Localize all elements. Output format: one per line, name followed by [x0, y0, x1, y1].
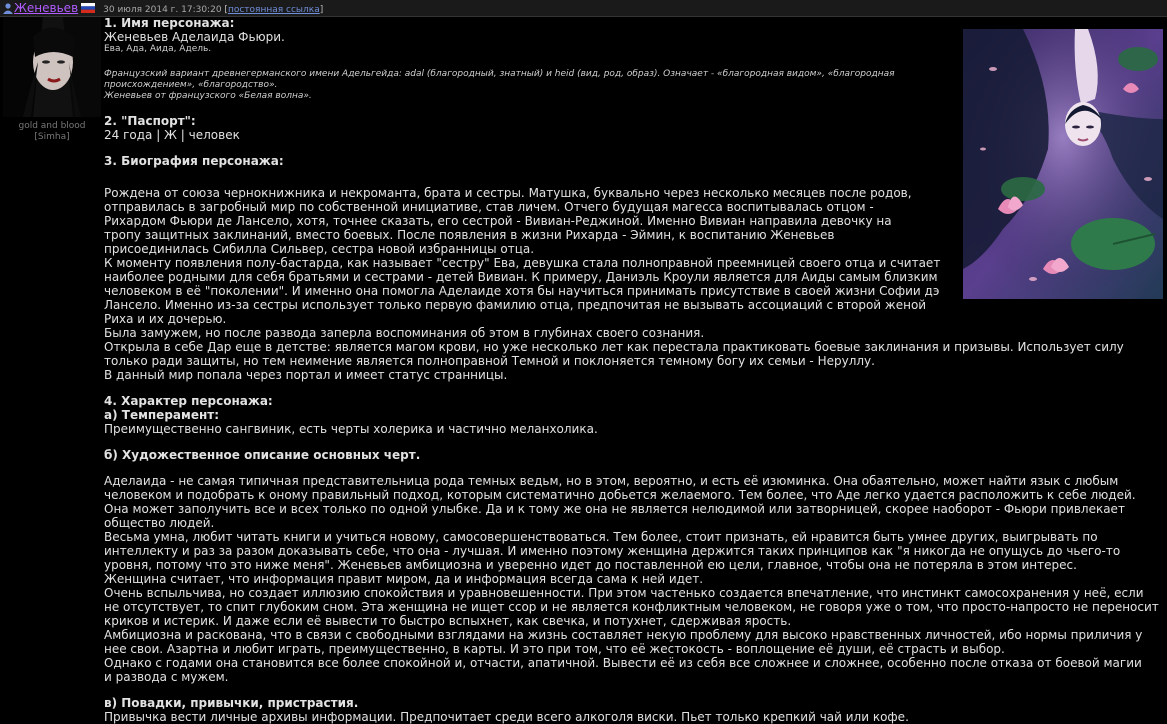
- temperament-title: а) Темперамент:: [104, 408, 220, 422]
- avatar[interactable]: [3, 17, 101, 117]
- signature: [3, 121, 101, 143]
- username-link[interactable]: Женевьев: [14, 1, 79, 15]
- traits-title: б) Художественное описание основных черт.: [104, 448, 421, 462]
- post-content: [104, 16, 1164, 724]
- signature-line-2: [Simha]: [34, 132, 70, 142]
- traits-paragraph: Аделаида - не самая типичная представительница рода темных ведьм, но в этом, вероятно, и есть её изюминка. Она обаятельно, может найти язык с любым человеком и подобрать к оному правильный подход, которым систематично добьется желаемого. Тем более, что Аде легко удается расположить к себе людей. Она может заполучить все и всех только по одной улыбке. Да и к тому же она не является нелюдимой или затворницей, скорее наоборот - Фьюри привлекает общество людей.: [104, 474, 1136, 530]
- passport-value: 24 года | Ж | человек: [104, 128, 240, 142]
- biography-paragraph: В данный мир попала через портал и имеет статус странницы.: [104, 368, 508, 382]
- name-origin-note: Французский вариант древнегерманского имени Адельгейда: adal (благородный, знатный) и heid (вид, род, образ). Означает - «благородная видом», «благородная происхождением», «благородство».: [104, 69, 895, 90]
- bracket-close: ]: [319, 5, 324, 15]
- habits-title: в) Повадки, привычки, пристрастия.: [104, 696, 359, 710]
- traits-paragraph: Женщина считает, что информация правит миром, да и информация всегда сама к ней идет.: [104, 572, 704, 586]
- user-icon: [2, 2, 14, 14]
- character-full-name: Женевьев Аделаида Фьюри.: [104, 30, 285, 44]
- traits-paragraph: Однако с годами она становится все более спокойной и, отчасти, апатичной. Вывести её из себя все сложнее и сложнее, особенно после отказа от боевой магии и развода с мужем.: [104, 656, 1142, 684]
- post-header: [0, 0, 1167, 17]
- section-2-title: 2. "Паспорт":: [104, 114, 196, 128]
- traits-paragraph: Очень вспыльчива, но создает иллюзию спокойствия и уравновешенности. При этом частенько создается впечатление, что инстинкт самосохранения у неё, если не отсутствует, то спит глубоким сном. Эта женщина не ищет ссор и не является конфликтным человеком, не говоря уже о том, что просто-напросто не переносит криков и истерик. И даже если её вывести то быстро вспыхнет, как свечка, и потухнет, сдерживая ярость.: [104, 586, 1159, 628]
- section-4-title: 4. Характер персонажа:: [104, 394, 273, 408]
- bracket-open: [: [224, 5, 228, 15]
- section-1-title: 1. Имя персонажа:: [104, 16, 235, 30]
- biography-paragraph: Открыла в себе Дар еще в детстве: является магом крови, но уже несколько лет как перестала практиковать боевые заклинания и призывы. Использует силу только ради защиты, но тем неимение является полноправной Темной и поклоняется темному богу их семьи - Неруллу.: [104, 340, 1124, 368]
- permalink-link[interactable]: постоянная ссылка: [227, 5, 320, 15]
- section-3-title: 3. Биография персонажа:: [104, 154, 284, 168]
- biography-paragraph: Рождена от союза чернокнижника и некроманта, брата и сестры. Матушка, буквально через несколько месяцев после родов, отправилась в загробный мир по собственной инициативе, став личем. Отчего будущая магесса воспитывалась отцом - Рихардом Фьюри де Лансело, хотя, точнее сказать, его сестрой - Вивиан-Реджиной. Именно Вивиан направила девочку на тропу защитных заклинаний, вместо боевых. После появления в жизни Рихарда - Эймин, к воспитанию Женевьев присоединилась Сибилла Сильвер, сестра новой избранницы отца.: [104, 186, 912, 256]
- character-aliases: Ева, Ада, Аида, Адель.: [104, 44, 212, 54]
- avatar-image: [3, 17, 101, 117]
- traits-paragraph: Амбициозна и раскована, что в связи с свободными взглядами на жизнь составляет некую проблему для высоко нравственных личностей, ибо нормы приличия у нее свои. Азартна и любит играть, преимущественно, в карты. И это при том, что её жестокость - воплощение её души, её страсть и выбор.: [104, 628, 1143, 656]
- habits-value: Привычка вести личные архивы информации. Предпочитает среди всего алкоголя виски. Пьет только крепкий чай или кофе.: [104, 710, 909, 724]
- post-date: 30 июля 2014 г. 17:30:20: [103, 5, 222, 15]
- russia-flag-icon: [81, 3, 95, 13]
- signature-line-1: gold and blood: [18, 121, 86, 131]
- biography-paragraph: Была замужем, но после развода заперла воспоминания об этом в глубинах своего сознания.: [104, 326, 705, 340]
- biography-paragraph: К моменту появления полу-бастарда, как называет "сестру" Ева, девушка стала полноправной преемницей своего отца и считает наиболее родными для себя братьями и сестрами - детей Вивиан. К примеру, Даниэль Кроули является для Аиды самым близким человеком в её "поколении". И именно она помогла Аделаиде хотя бы научиться принимать присутствие в своей жизни Софии дэ Лансело. Именно из-за сестры использует только первую фамилию отца, предпочитая не вызывать ассоциаций с второй женой Риха и их дочерью.: [104, 256, 941, 326]
- name-meaning-note: Женевьев от французского «Белая волна».: [104, 91, 312, 101]
- traits-paragraph: Весьма умна, любит читать книги и учиться новому, самосовершенствоваться. Тем более, стоит признать, ей нравится быть умнее других, выигрывать по интеллекту и раз за разом доказывать себе, что она - лучшая. И именно поэтому женщина держится таких принципов как "я никогда не опущусь до чьего-то уровня, потому что это ниже меня". Женевьев амбициозна и уверенно идет до поставленной ею цели, главное, чтобы она не потеряла в этом интерес.: [104, 530, 1121, 572]
- temperament-value: Преимущественно сангвиник, есть черты холерика и частично меланхолика.: [104, 422, 598, 436]
